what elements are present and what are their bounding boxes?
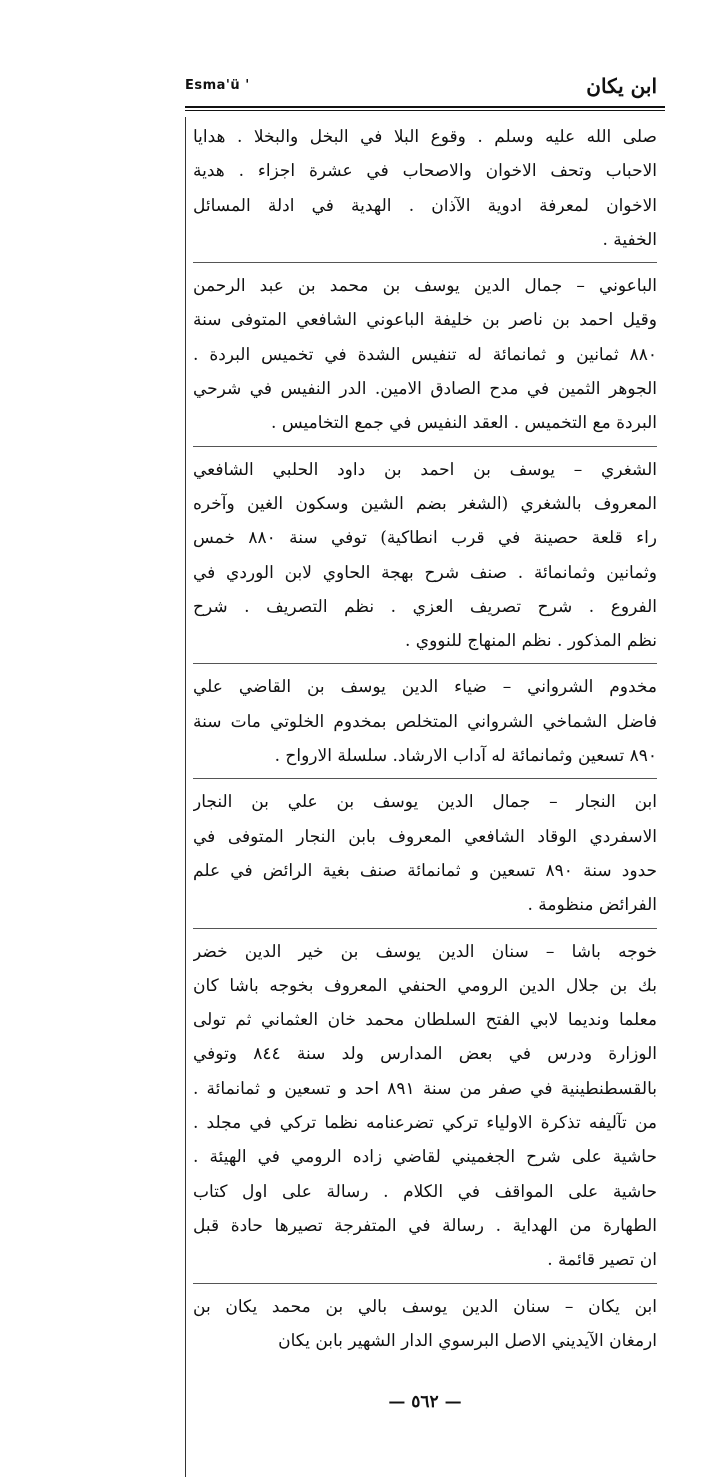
- text-line: ٨٩٠ تسعين وثمانمائة له آداب الارشاد. سلسلة الارواح .: [274, 746, 657, 767]
- text-line: الخفية .: [602, 229, 657, 250]
- text-line: من تآليفه تذكرة الاولياء تركي تضرعنامه نظما تركي في مجلد .: [193, 1113, 657, 1134]
- biography-entry: [193, 935, 657, 1278]
- text-line: الوزارة ودرس في بعض المدارس ولد سنة ٨٤٤ وتوفي: [193, 1044, 657, 1065]
- text-line: الباعوني – جمال الدين يوسف بن محمد بن عبد الرحمن: [193, 276, 657, 297]
- biography-entry: [193, 1290, 657, 1359]
- text-line: بالقسطنطينية في صفر من سنة ٨٩١ احد و تسعين و ثمانمائة .: [193, 1078, 657, 1099]
- text-line: خوجه باشا – سنان الدين يوسف بن خير الدين خضر: [193, 941, 657, 962]
- text-line: معلما ونديما لابي الفتح السلطان محمد خان العثماني ثم تولى: [193, 1010, 657, 1031]
- text-line: راء قلعة حصينة في قرب انطاكية) توفي سنة ٨٨٠ خمس: [193, 528, 657, 549]
- text-line: الاحباب وتحف الاخوان والاصحاب في عشرة اجزاء . هدية: [193, 161, 657, 182]
- text-line: الاخوان لمعرفة ادوية الآذان . الهدية في ادلة المسائل: [193, 195, 657, 216]
- entry-separator: [193, 923, 657, 935]
- text-line: مخدوم الشرواني – ضياء الدين يوسف بن القاضي علي: [193, 677, 657, 698]
- text-line: الجوهر الثمين في مدح الصادق الامين. الدر النفيس في شرحي: [193, 379, 657, 400]
- entry-separator: [193, 441, 657, 453]
- running-header: [185, 72, 665, 108]
- text-line: صلى الله عليه وسلم . وقوع البلا في البخل والبخلا . هدايا: [193, 127, 657, 147]
- text-line: وقيل احمد بن ناصر بن خليفة الباعوني الشافعي المتوفى سنة: [193, 310, 657, 331]
- text-line: ابن النجار – جمال الدين يوسف بن علي بن النجار: [193, 792, 657, 813]
- entry-separator: [193, 257, 657, 269]
- text-line: حاشية على المواقف في الكلام . رسالة على اول كتاب: [193, 1181, 657, 1202]
- text-line: وثمانين وثمانمائة . صنف شرح بهجة الحاوي لابن الوردي في: [193, 562, 657, 583]
- entry-separator: [193, 658, 657, 670]
- text-line: ارمغان الآيديني الاصل البرسوي الدار الشهير بابن يكان: [278, 1330, 657, 1351]
- biography-entry: [193, 670, 657, 773]
- text-body: [193, 120, 657, 1358]
- text-line: الفروع . شرح تصريف العزي . نظم التصريف . شرح: [193, 596, 657, 617]
- text-line: فاضل الشماخي الشرواني المتخلص بمخدوم الخلوتي مات سنة: [193, 711, 657, 732]
- biography-entry: [193, 269, 657, 440]
- entry-separator: [193, 1278, 657, 1290]
- document-page: [185, 62, 665, 1462]
- text-line: ابن يكان – سنان الدين يوسف بالي بن محمد يكان بن: [193, 1296, 657, 1317]
- biography-entry: [193, 785, 657, 922]
- text-line: المعروف بالشغري (الشغر بضم الشين وسكون الغين وآخره: [193, 493, 657, 514]
- text-line: حدود سنة ٨٩٠ تسعين و ثمانمائة صنف بغية الرائض في علم: [193, 860, 657, 881]
- entry-separator: [193, 773, 657, 785]
- text-line: الشغري – يوسف بن احمد بن داود الحلبي الشافعي: [193, 459, 657, 480]
- header-right-text: ابن يكان: [586, 74, 657, 98]
- text-line: الطهارة من الهداية . رسالة في المتفرجة تصيرها حادة قبل: [193, 1215, 657, 1236]
- header-rule: [185, 106, 665, 111]
- column-rule: [185, 117, 186, 1477]
- text-line: بك بن جلال الدين الرومي الحنفي المعروف بخوجه باشا كان: [193, 975, 657, 996]
- header-left-text: Esma'ü ': [185, 78, 250, 93]
- biography-entry: [193, 120, 657, 257]
- biography-entry: [193, 453, 657, 659]
- text-line: نظم المذكور . نظم المنهاج للنووي .: [404, 631, 657, 652]
- text-line: ٨٨٠ ثمانين و ثمانمائة له تنفيس الشدة في تخميس البردة .: [193, 344, 657, 365]
- text-line: ان تصير قائمة .: [547, 1250, 657, 1271]
- text-line: حاشية على شرح الجغميني لقاضي زاده الرومي في الهيئة .: [193, 1147, 657, 1168]
- page-number: — ٥٦٢ —: [388, 1392, 462, 1412]
- text-line: البردة مع التخميس . العقد النفيس في جمع التخاميس .: [271, 413, 657, 434]
- text-line: الفرائض منظومة .: [527, 895, 657, 916]
- text-line: الاسفردي الوقاد الشافعي المعروف بابن النجار المتوفى في: [193, 826, 657, 847]
